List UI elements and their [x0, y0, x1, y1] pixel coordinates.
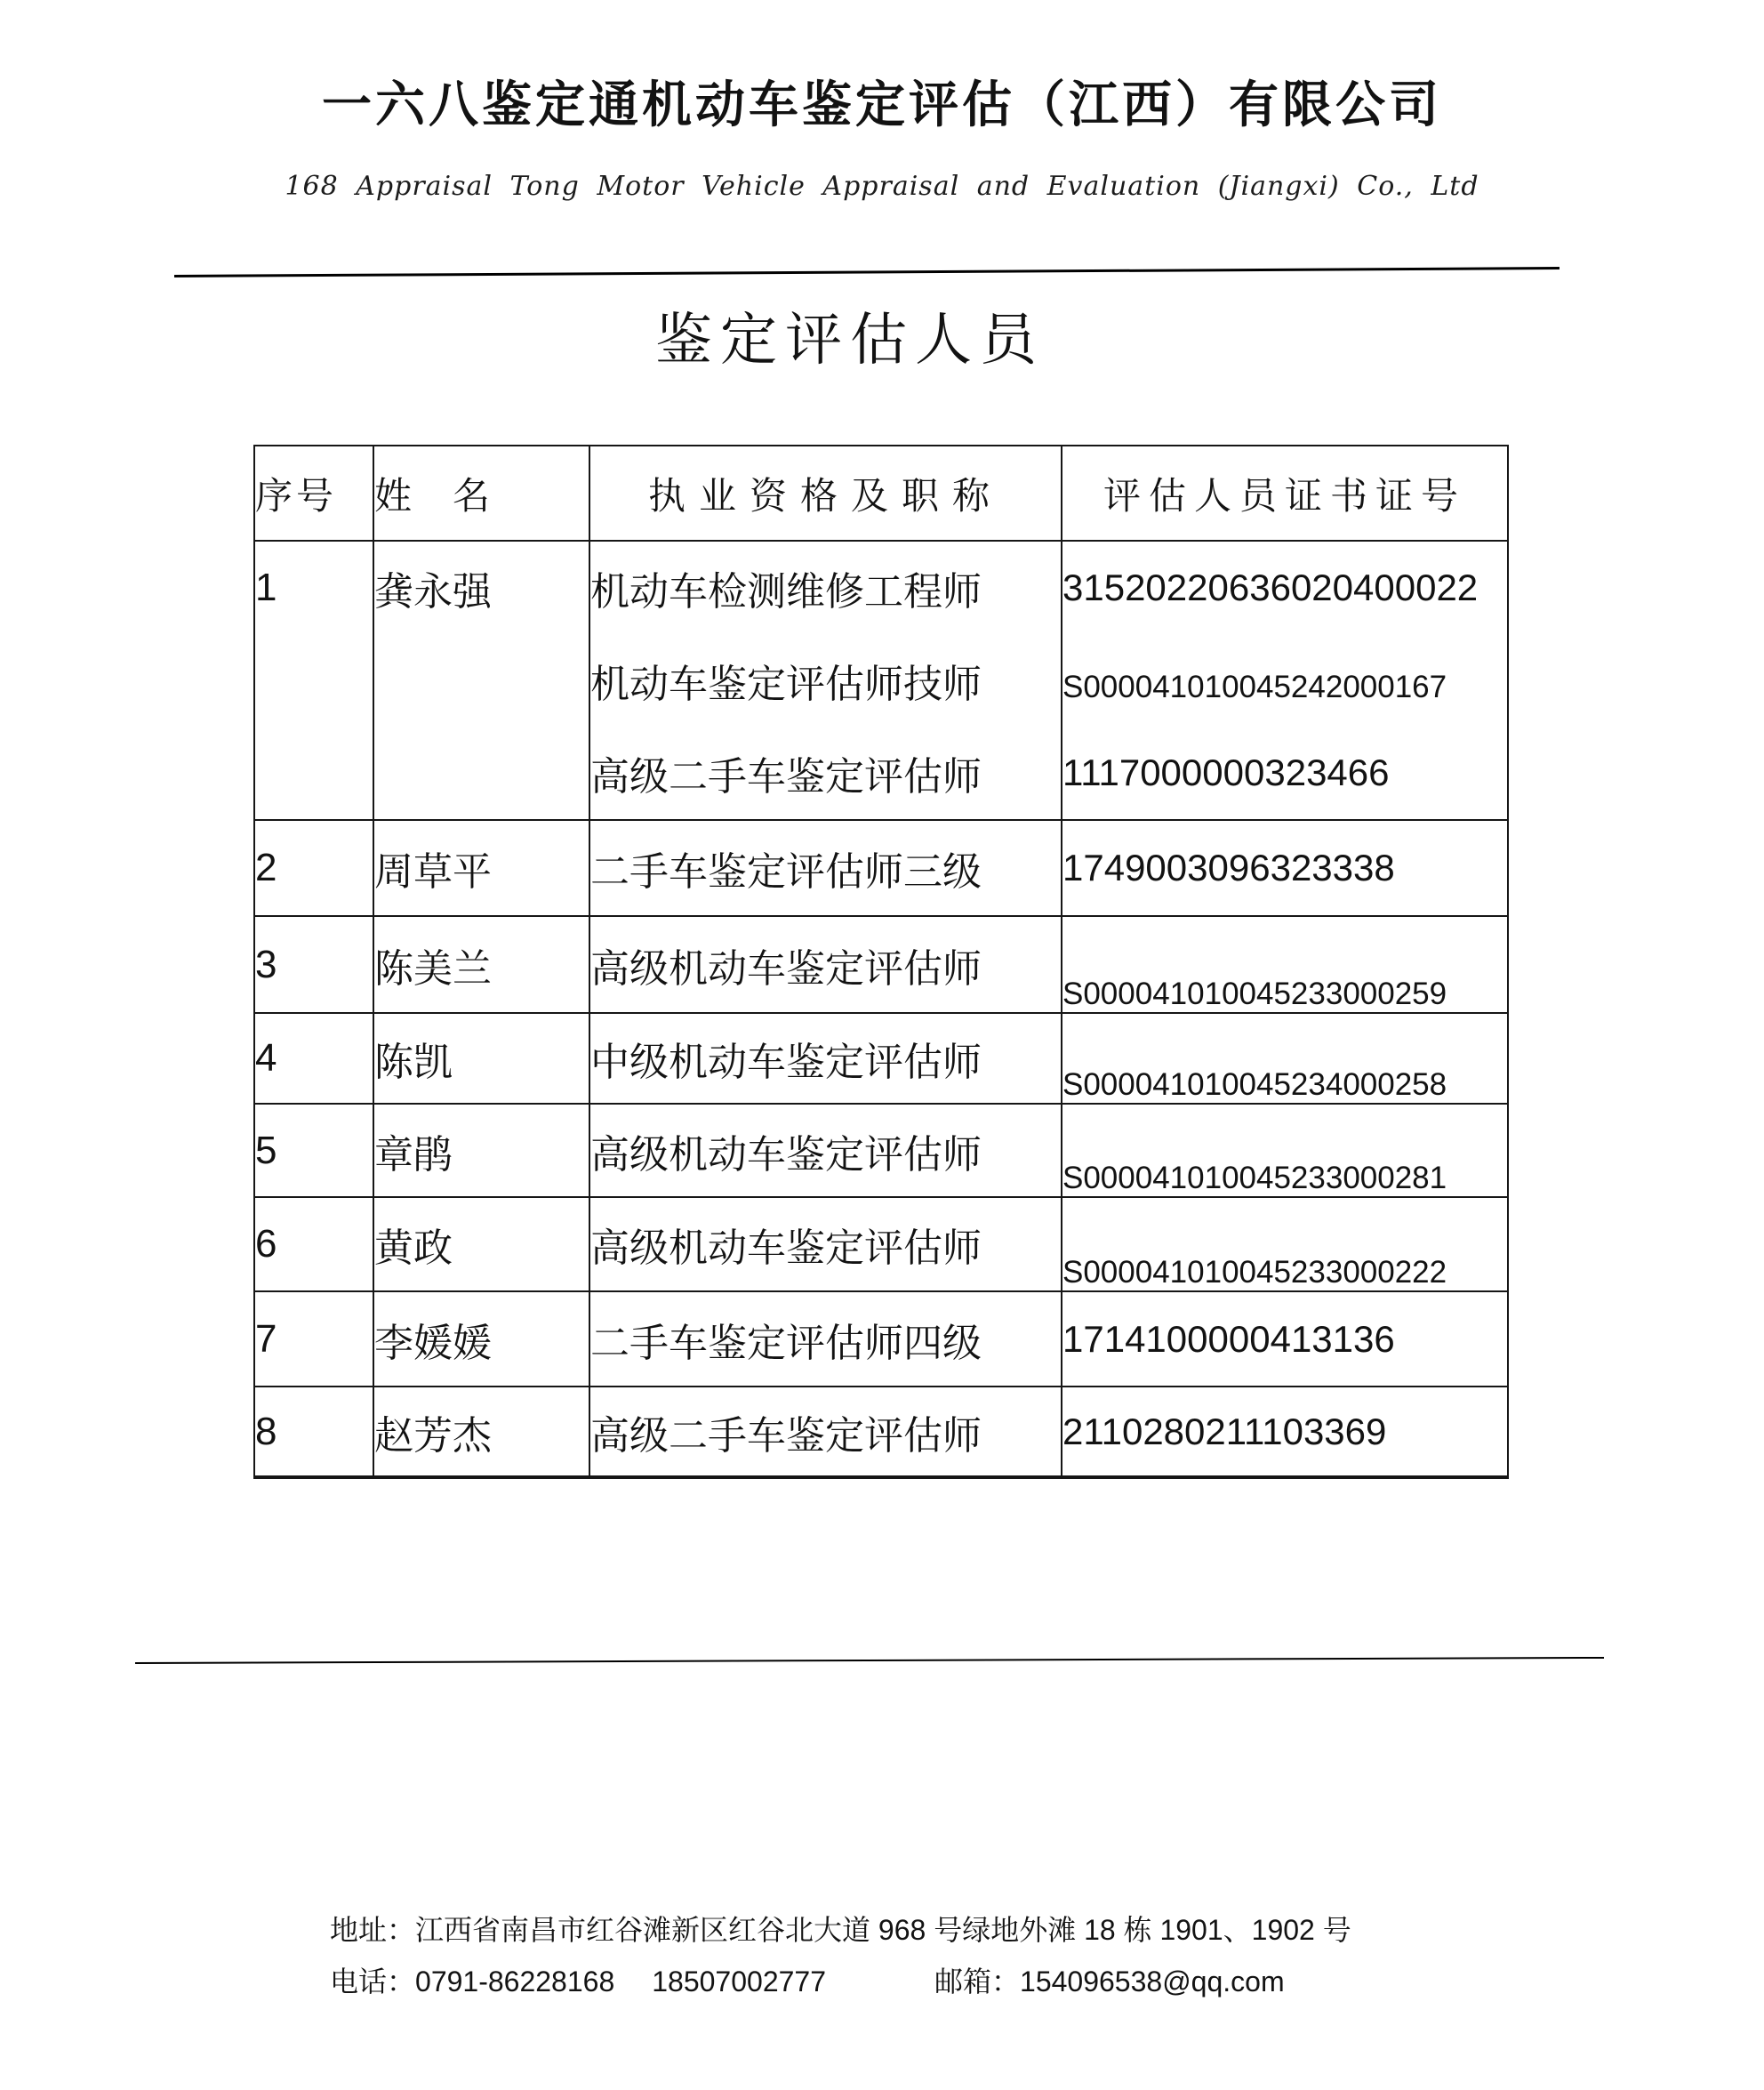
address-value: 江西省南昌市红谷滩新区红谷北大道 968 号绿地外滩 18 栋 1901、1902 号	[415, 1914, 1351, 1946]
phone-number-1: 0791-86228168	[415, 1965, 615, 1998]
row-number: 3	[255, 942, 277, 986]
qualification-text: 二手车鉴定评估师三级	[590, 850, 982, 894]
company-name-english: 168 Appraisal Tong Motor Vehicle Appraisal and Evaluation (Jiangxi) Co., Ltd	[285, 171, 1479, 202]
person-name: 黄政	[374, 1226, 453, 1270]
person-name: 龚永强	[374, 570, 492, 614]
name-cell	[373, 541, 589, 820]
person-name: 陈美兰	[374, 946, 492, 991]
phone-number-2: 18507002777	[652, 1965, 826, 1998]
email-value: 154096538@qq.com	[1020, 1965, 1285, 1998]
column-header-name: 姓 名	[373, 446, 589, 541]
table-row	[254, 1013, 1508, 1104]
certificate-number: S000041010045242000167	[1062, 670, 1447, 704]
certificate-cell	[1062, 916, 1508, 1013]
row-number-cell	[254, 1291, 373, 1387]
company-name-chinese: 一六八鉴定通机动车鉴定评估（江西）有限公司	[322, 78, 1442, 133]
certificate-number: 1749003096323338	[1062, 847, 1395, 888]
table-row	[254, 1104, 1508, 1197]
qualification-cell	[589, 1104, 1062, 1197]
qualification-cell	[589, 1197, 1062, 1291]
person-name: 陈凯	[374, 1041, 453, 1084]
name-cell	[373, 1387, 589, 1477]
qualification-cell	[589, 916, 1062, 1013]
column-header-certificate: 评估人员证书证号	[1062, 446, 1508, 541]
name-cell	[373, 1197, 589, 1291]
certificate-cell	[1062, 1104, 1508, 1197]
person-name: 章鹃	[374, 1132, 453, 1177]
certificate-number: 1117000000323466	[1062, 752, 1390, 793]
certificate-number: S000041010045233000281	[1062, 1161, 1447, 1195]
row-number: 1	[255, 566, 277, 609]
table-row	[254, 541, 1508, 820]
certificate-cell	[1062, 1291, 1508, 1387]
email-label: 邮箱：	[934, 1965, 1021, 1998]
header-divider-line	[174, 267, 1560, 277]
name-cell	[373, 1013, 589, 1104]
footer-contact-line	[330, 1964, 1285, 1999]
row-number: 5	[255, 1128, 277, 1172]
certificate-number: S000041010045234000258	[1062, 1067, 1447, 1102]
name-cell	[373, 1291, 589, 1387]
certificate-line	[1062, 542, 1507, 634]
qualification-text: 机动车检测维修工程师	[590, 570, 982, 614]
row-number-cell	[254, 916, 373, 1013]
name-cell	[373, 820, 589, 916]
phone-label: 电话：	[330, 1965, 416, 1998]
row-number: 7	[255, 1316, 277, 1361]
row-number: 2	[255, 846, 277, 889]
qualification-cell	[589, 1291, 1062, 1387]
certificate-cell	[1062, 820, 1508, 916]
table-row	[254, 1197, 1508, 1291]
row-number: 4	[255, 1036, 277, 1080]
row-number: 6	[255, 1222, 277, 1266]
table-row	[254, 1291, 1508, 1387]
person-name: 赵芳杰	[374, 1413, 492, 1458]
personnel-table	[253, 445, 1509, 1479]
table-header-row	[254, 446, 1508, 541]
table-row	[254, 916, 1508, 1013]
qualification-cell	[589, 820, 1062, 916]
footer-divider-line	[135, 1657, 1604, 1664]
table-row	[254, 1387, 1508, 1477]
qualification-cell	[589, 541, 1062, 820]
certificate-cell	[1062, 1013, 1508, 1104]
address-label: 地址：	[330, 1914, 416, 1946]
qualification-cell	[589, 1387, 1062, 1477]
name-cell	[373, 1104, 589, 1197]
document-title: 鉴定评估人员	[655, 309, 1045, 372]
certificate-cell	[1062, 1197, 1508, 1291]
qualification-text: 高级机动车鉴定评估师	[590, 1226, 982, 1270]
table-row	[254, 820, 1508, 916]
person-name: 周草平	[374, 850, 492, 894]
row-number-cell	[254, 541, 373, 820]
row-number-cell	[254, 820, 373, 916]
certificate-number: S000041010045233000222	[1062, 1255, 1447, 1290]
certificate-number: 2110280211103369	[1062, 1410, 1387, 1452]
qualification-text: 高级二手车鉴定评估师	[590, 755, 982, 799]
certificate-line	[1062, 727, 1507, 819]
certificate-number: 1714100000413136	[1062, 1317, 1395, 1360]
row-number-cell	[254, 1013, 373, 1104]
certificate-number: S000041010045233000259	[1062, 977, 1447, 1011]
qualification-cell	[589, 1013, 1062, 1104]
certificate-cell	[1062, 541, 1508, 820]
qualification-text: 高级二手车鉴定评估师	[590, 1413, 982, 1458]
row-number-cell	[254, 1197, 373, 1291]
column-header-no: 序号	[254, 446, 373, 541]
qualification-text: 中级机动车鉴定评估师	[590, 1041, 982, 1084]
row-number-cell	[254, 1387, 373, 1477]
name-cell	[373, 916, 589, 1013]
certificate-number: 31520220636020400022	[1062, 567, 1479, 608]
qualification-text: 高级机动车鉴定评估师	[590, 946, 982, 991]
qualification-text: 机动车鉴定评估师技师	[590, 663, 982, 706]
certificate-line	[1062, 634, 1507, 727]
column-header-qualification: 执业资格及职称	[589, 446, 1062, 541]
certificate-cell	[1062, 1387, 1508, 1477]
qualification-text: 高级机动车鉴定评估师	[590, 1132, 982, 1177]
person-name: 李媛媛	[374, 1321, 492, 1365]
row-number-cell	[254, 1104, 373, 1197]
row-number: 8	[255, 1409, 277, 1453]
qualification-text: 二手车鉴定评估师四级	[590, 1321, 982, 1365]
footer-address-line	[330, 1912, 1351, 1948]
